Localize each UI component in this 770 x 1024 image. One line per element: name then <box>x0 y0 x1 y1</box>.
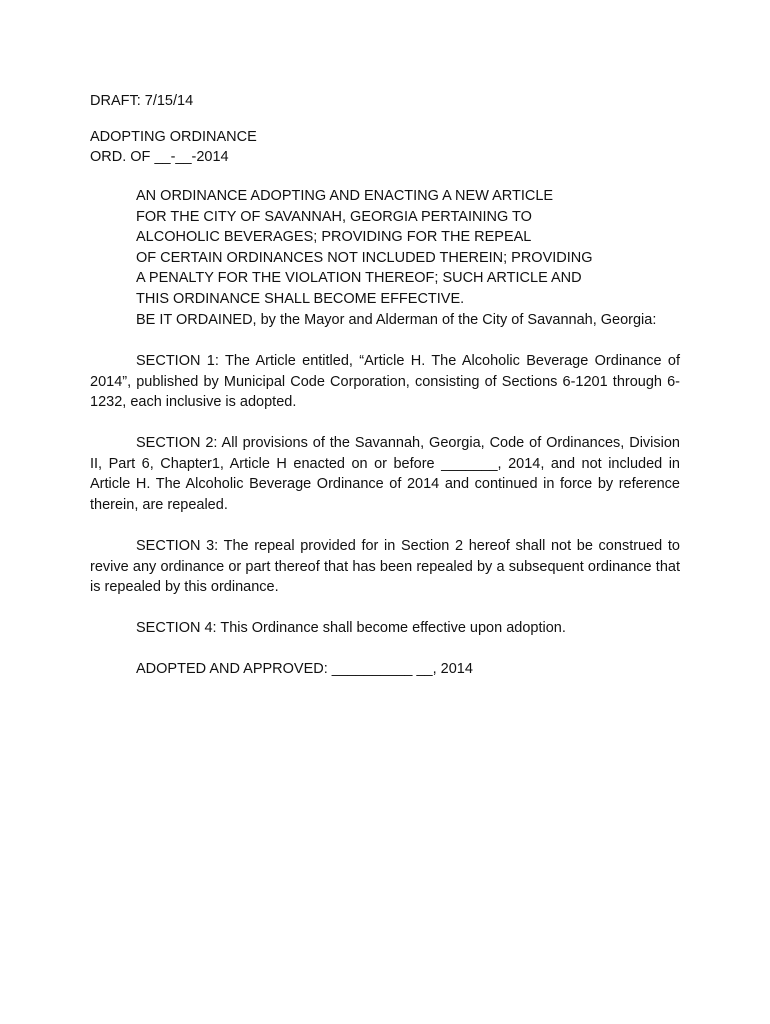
document-type-heading: ADOPTING ORDINANCE <box>90 129 257 145</box>
caption-line: ALCOHOLIC BEVERAGES; PROVIDING FOR THE REPEAL <box>136 229 532 246</box>
section-1-paragraph: SECTION 1: The Article entitled, “Article H. The Alcoholic Beverage Ordinance of 2014”, published by Municipal Code Corporation, consisting of Sections 6-1201 through 6-1232, each inclusive is adopted. <box>90 353 680 411</box>
draft-date: DRAFT: 7/15/14 <box>90 93 194 109</box>
caption-line: THIS ORDINANCE SHALL BECOME EFFECTIVE. <box>136 291 465 307</box>
section-4-paragraph: SECTION 4: This Ordinance shall become effective upon adoption. <box>136 620 566 636</box>
caption-line: AN ORDINANCE ADOPTING AND ENACTING A NEW ARTICLE <box>136 188 554 204</box>
caption-line: OF CERTAIN ORDINANCES NOT INCLUDED THEREIN; PROVIDING <box>136 249 593 266</box>
caption-line: FOR THE CITY OF SAVANNAH, GEORGIA PERTAINING TO <box>136 208 532 225</box>
enacting-clause: BE IT ORDAINED, by the Mayor and Alderman of the City of Savannah, Georgia: <box>136 311 657 328</box>
caption-line: A PENALTY FOR THE VIOLATION THEREOF; SUCH ARTICLE AND <box>136 270 582 287</box>
section-2-paragraph: SECTION 2: All provisions of the Savannah, Georgia, Code of Ordinances, Division II, Part 6, Chapter1, Article H enacted on or before _______, 2014, and not included in Article H. The Alcoholic Beverage Ordinance of 2014 and continued in force by reference therein, are repealed. <box>90 435 680 513</box>
adopted-and-approved-line: ADOPTED AND APPROVED: __________ __, 2014 <box>136 661 473 677</box>
ordinance-number: ORD. OF __-__-2014 <box>90 149 229 165</box>
section-3-paragraph: SECTION 3: The repeal provided for in Section 2 hereof shall not be construed to revive any ordinance or part thereof that has been repealed by a subsequent ordinance that is repealed by this ordinance. <box>90 538 680 596</box>
